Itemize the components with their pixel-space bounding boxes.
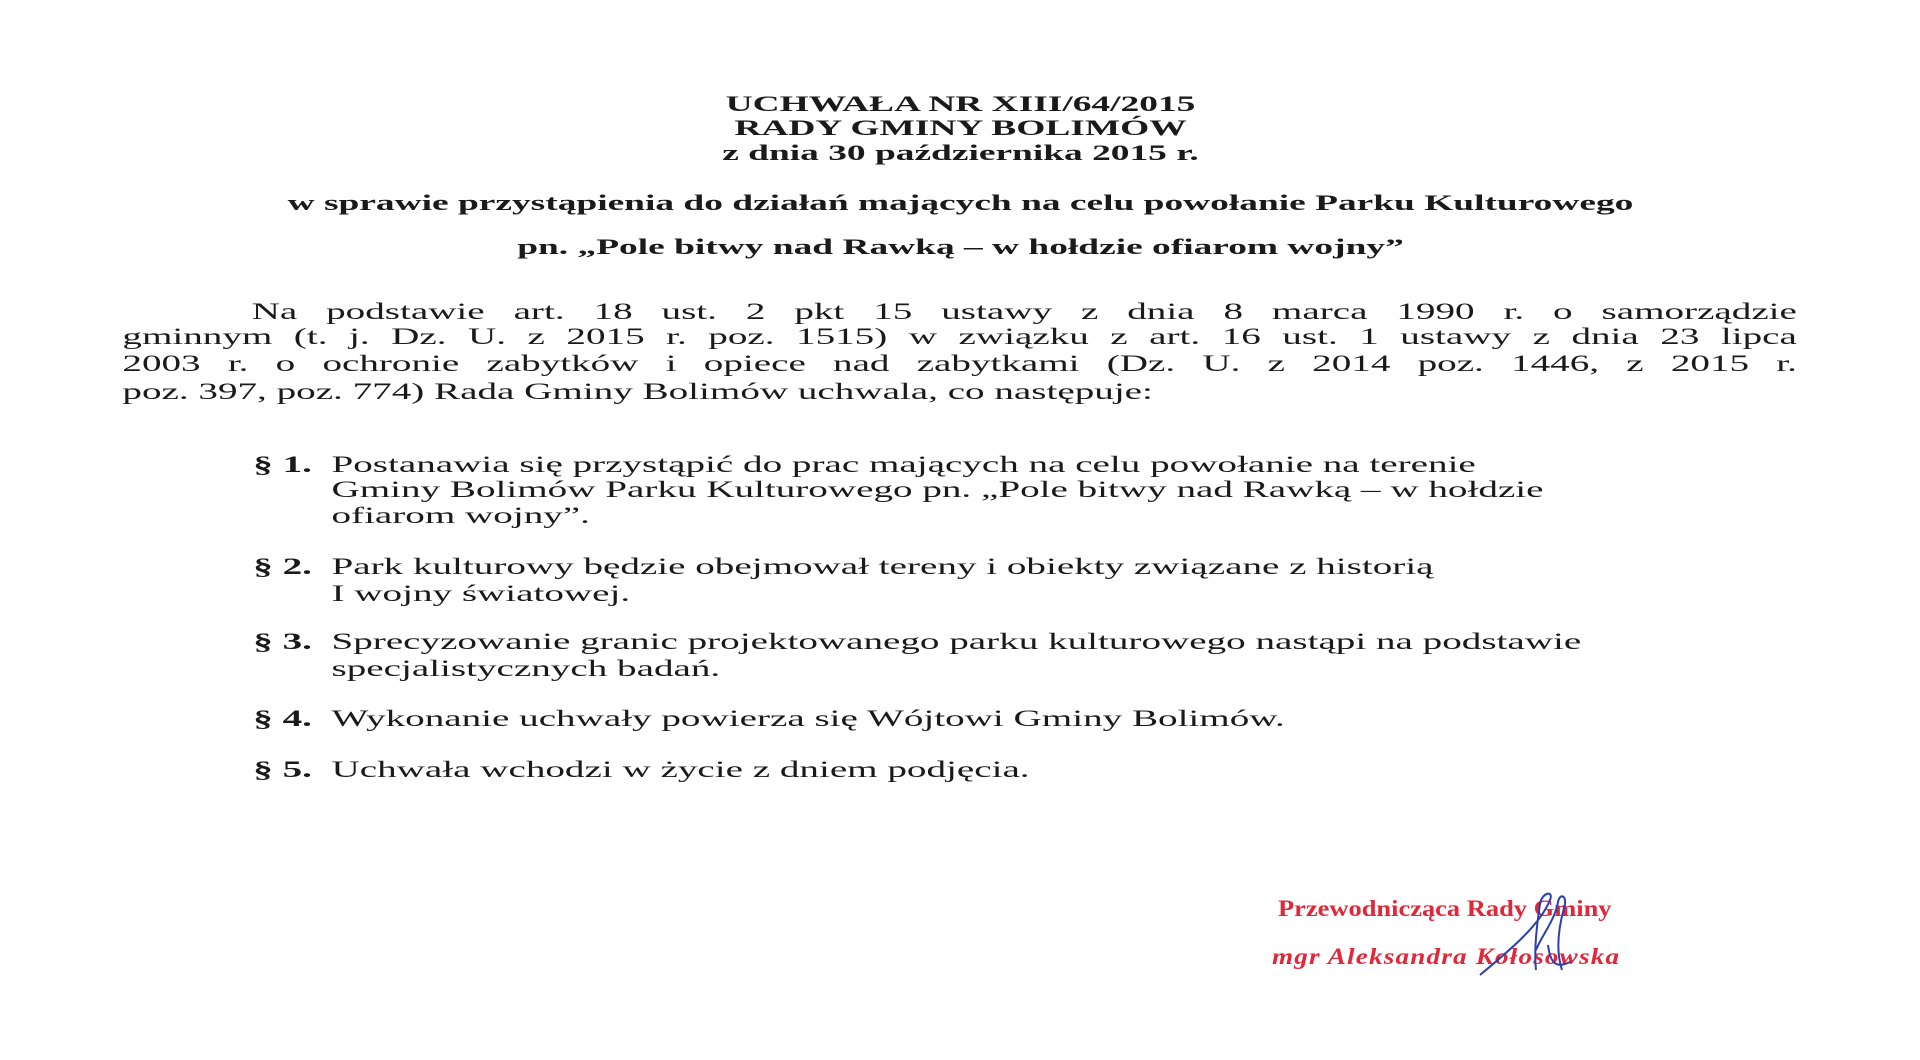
section-text: Wykonanie uchwały powierza się Wójtowi Gminy Bolimów. bbox=[331, 706, 1285, 731]
section-text: ofiarom wojny”. bbox=[331, 503, 590, 528]
section-text: I wojny światowej. bbox=[331, 581, 631, 606]
preamble-line: Na podstawie art. 18 ust. 2 pkt 15 ustawy z dnia 8 marca 1990 r. o samorządzie bbox=[251, 299, 1797, 324]
stamp-name: mgr Aleksandra Kołosowska bbox=[1272, 944, 1621, 969]
preamble-line: gminnym (t. j. Dz. U. z 2015 r. poz. 1515) w związku z art. 16 ust. 1 ustawy z dnia 23 lipca bbox=[122, 324, 1797, 349]
resolution-date: z dnia 30 października 2015 r. bbox=[722, 140, 1199, 165]
stamp-title: Przewodnicząca Rady Gminy bbox=[1278, 896, 1612, 921]
section-text: Gminy Bolimów Parku Kulturowego pn. „Pole bitwy nad Rawką – w hołdzie bbox=[331, 477, 1544, 502]
section-text: specjalistycznych badań. bbox=[331, 656, 721, 681]
section-mark: § 2. bbox=[253, 554, 312, 579]
council-name: RADY GMINY BOLIMÓW bbox=[734, 115, 1187, 140]
section-text: Sprecyzowanie granic projektowanego parku kulturowego nastąpi na podstawie bbox=[331, 629, 1582, 654]
resolution-title: UCHWAŁA NR XIII/64/2015 bbox=[725, 91, 1196, 116]
section-text: Postanawia się przystąpić do prac mających na celu powołanie na terenie bbox=[331, 452, 1476, 477]
section-mark: § 5. bbox=[253, 757, 312, 782]
section-text: Uchwała wchodzi w życie z dniem podjęcia. bbox=[331, 757, 1030, 782]
preamble-line: poz. 397, poz. 774) Rada Gminy Bolimów uchwala, co następuje: bbox=[122, 379, 1153, 404]
subject-line-1: w sprawie przystąpienia do działań mających na celu powołanie Parku Kulturowego bbox=[287, 190, 1634, 215]
section-text: Park kulturowy będzie obejmował tereny i obiekty związane z historią bbox=[331, 554, 1434, 579]
handwritten-signature-icon bbox=[1470, 890, 1590, 990]
signature-stamp bbox=[1270, 890, 1740, 990]
section-mark: § 1. bbox=[253, 452, 312, 477]
preamble-line: 2003 r. o ochronie zabytków i opiece nad zabytkami (Dz. U. z 2014 poz. 1446, z 2015 r. bbox=[122, 351, 1797, 376]
section-mark: § 4. bbox=[253, 706, 312, 731]
subject-line-2: pn. „Pole bitwy nad Rawką – w hołdzie ofiarom wojny” bbox=[517, 234, 1404, 259]
section-mark: § 3. bbox=[253, 629, 312, 654]
